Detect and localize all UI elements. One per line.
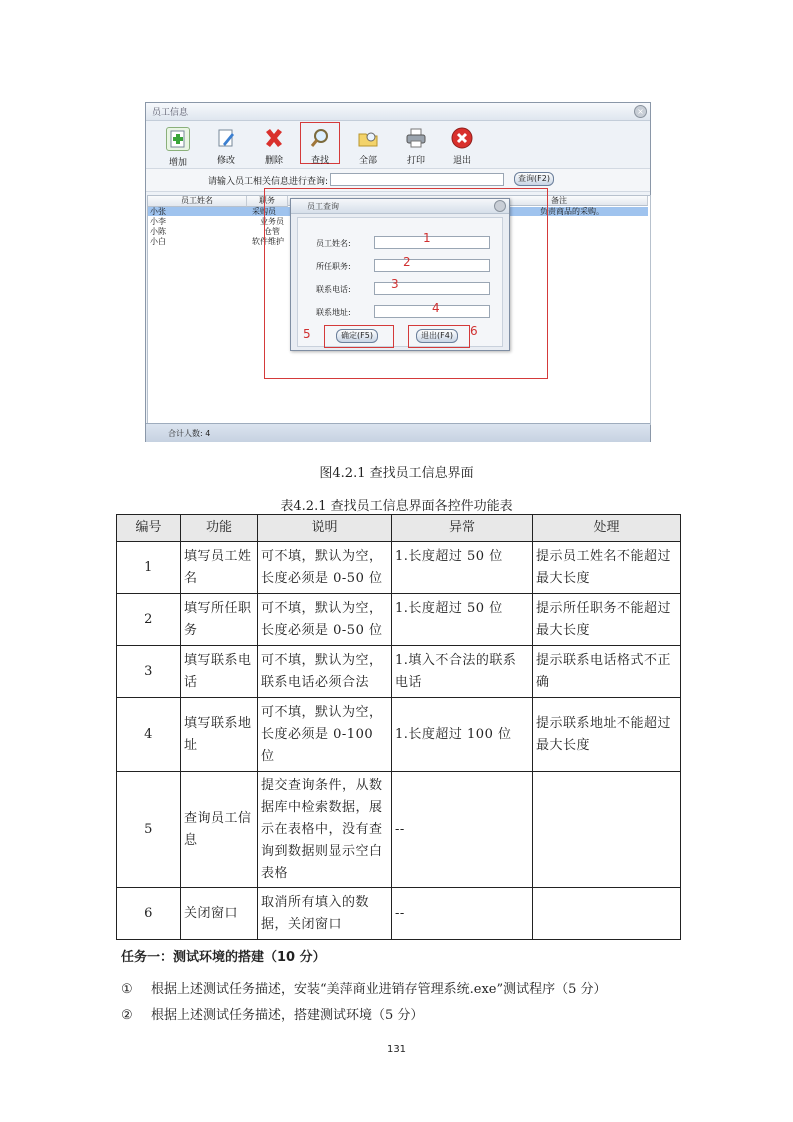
cell-no: 6	[117, 888, 181, 940]
printer-icon	[405, 127, 427, 149]
total-count: 合计人数: 4	[168, 429, 211, 438]
exit-button[interactable]	[442, 123, 482, 165]
dialog-exit-button[interactable]: 退出(F4)	[416, 329, 458, 343]
cell-func: 关闭窗口	[181, 888, 258, 940]
table-caption: 表4.2.1 查找员工信息界面各控件功能表	[280, 499, 513, 514]
table-row	[117, 888, 681, 940]
marker-4: 4	[432, 301, 440, 315]
cell-func: 填写所任职务	[181, 594, 258, 646]
window-titlebar	[146, 103, 650, 121]
field-label-phone: 联系电话:	[316, 285, 351, 294]
cell-func: 填写联系电话	[181, 646, 258, 698]
cell-no: 4	[117, 698, 181, 772]
cell-desc: 可不填，默认为空，长度必须是 0-50 位	[258, 594, 392, 646]
cell-err: --	[392, 888, 533, 940]
delete-button[interactable]	[254, 123, 294, 165]
row-job: 软件维护	[252, 237, 284, 246]
header-desc: 说明	[258, 515, 392, 542]
cell-handle	[533, 888, 681, 940]
window-close-icon[interactable]: ×	[634, 105, 647, 118]
row-name: 小李	[150, 217, 166, 226]
header-handle: 处理	[533, 515, 681, 542]
header-err: 异常	[392, 515, 533, 542]
header-no: 编号	[117, 515, 181, 542]
add-button[interactable]	[158, 123, 198, 168]
row-name: 小陈	[150, 227, 166, 236]
marker-1: 1	[423, 231, 431, 245]
cell-desc: 可不填，默认为空，长度必须是 0-100 位	[258, 698, 392, 772]
dialog-titlebar	[291, 199, 509, 214]
print-button[interactable]	[396, 123, 436, 165]
task-item-text: 根据上述测试任务描述，安装“美萍商业进销存管理系统.exe”测试程序（5 分）	[151, 982, 607, 997]
cell-handle: 提示联系电话格式不正确	[533, 646, 681, 698]
table-row	[117, 542, 681, 594]
row-job: 仓管	[264, 227, 280, 236]
all-button[interactable]	[348, 123, 388, 165]
cell-handle	[533, 772, 681, 888]
cell-no: 1	[117, 542, 181, 594]
find-button[interactable]	[300, 122, 340, 164]
cell-desc: 可不填，默认为空，联系电话必须合法	[258, 646, 392, 698]
field-label-address: 联系地址:	[316, 308, 351, 317]
search-icon	[309, 127, 331, 149]
task-item-text: 根据上述测试任务描述，搭建测试环境（5 分）	[151, 1008, 424, 1023]
header-name[interactable]: 员工姓名	[148, 196, 247, 207]
cell-err: 1.长度超过 100 位	[392, 698, 533, 772]
function-table	[116, 514, 681, 940]
task-title: 任务一：测试环境的搭建（10 分）	[121, 950, 326, 965]
cell-handle: 提示联系地址不能超过最大长度	[533, 698, 681, 772]
cell-desc: 提交查询条件，从数据库中检索数据，展示在表格中，没有查询到数据则显示空白表格	[258, 772, 392, 888]
task-item	[121, 1004, 423, 1023]
search-button[interactable]: 查询(F2)	[514, 172, 554, 186]
employee-window	[145, 102, 651, 442]
marker-6: 6	[470, 324, 478, 338]
exit-label: 退出	[452, 156, 471, 166]
cell-err: --	[392, 772, 533, 888]
marker-3: 3	[391, 277, 399, 291]
field-label-name: 员工姓名:	[316, 239, 351, 248]
row-name: 小张	[150, 207, 166, 216]
add-label: 增加	[168, 158, 187, 168]
edit-label: 修改	[216, 156, 235, 166]
edit-button[interactable]	[206, 123, 246, 165]
row-name: 小白	[150, 237, 166, 246]
figure-caption: 图4.2.1 查找员工信息界面	[319, 466, 474, 481]
table-row	[117, 594, 681, 646]
task-item-number: ②	[121, 1008, 133, 1023]
all-label: 全部	[358, 156, 377, 166]
cell-func: 填写联系地址	[181, 698, 258, 772]
edit-icon	[215, 127, 237, 149]
search-label: 请输入员工相关信息进行查询:	[208, 177, 329, 187]
print-label: 打印	[406, 156, 425, 166]
cell-err: 1.长度超过 50 位	[392, 594, 533, 646]
window-title: 员工信息	[152, 108, 189, 118]
field-label-job: 所任职务:	[316, 262, 351, 271]
cell-func: 查询员工信息	[181, 772, 258, 888]
marker-2: 2	[403, 255, 411, 269]
delete-icon	[263, 127, 285, 149]
table-row	[117, 772, 681, 888]
cell-handle: 提示员工姓名不能超过最大长度	[533, 542, 681, 594]
marker-5: 5	[303, 327, 311, 341]
table-row	[117, 646, 681, 698]
cell-desc: 取消所有填入的数据，关闭窗口	[258, 888, 392, 940]
find-label: 查找	[310, 156, 329, 166]
cell-func: 填写员工姓名	[181, 542, 258, 594]
dialog-title: 员工查询	[307, 202, 339, 211]
cell-no: 5	[117, 772, 181, 888]
exit-icon	[451, 127, 473, 149]
dialog-close-icon[interactable]	[494, 200, 506, 212]
name-field[interactable]	[374, 236, 490, 249]
task-item-number: ①	[121, 982, 133, 997]
header-func: 功能	[181, 515, 258, 542]
row-note: 负责商品的采购。	[540, 207, 604, 216]
cell-no: 3	[117, 646, 181, 698]
row-job: 采购员	[252, 207, 276, 216]
row-job: 业务员	[260, 217, 284, 226]
task-item	[121, 978, 607, 997]
cell-handle: 提示所任职务不能超过最大长度	[533, 594, 681, 646]
cell-desc: 可不填，默认为空，长度必须是 0-50 位	[258, 542, 392, 594]
add-icon	[166, 127, 190, 151]
header-job[interactable]: 职务	[247, 196, 288, 207]
header-note[interactable]: 备注	[288, 196, 648, 206]
search-input[interactable]	[330, 173, 504, 186]
all-icon	[357, 127, 379, 149]
status-bar	[146, 423, 650, 442]
page-number: 131	[386, 1044, 407, 1055]
cell-err: 1.长度超过 50 位	[392, 542, 533, 594]
table-header-row	[117, 515, 681, 542]
job-field[interactable]	[374, 259, 490, 272]
ok-button[interactable]: 确定(F5)	[336, 329, 378, 343]
cell-err: 1.填入不合法的联系电话	[392, 646, 533, 698]
delete-label: 删除	[264, 156, 283, 166]
cell-no: 2	[117, 594, 181, 646]
table-row	[117, 698, 681, 772]
